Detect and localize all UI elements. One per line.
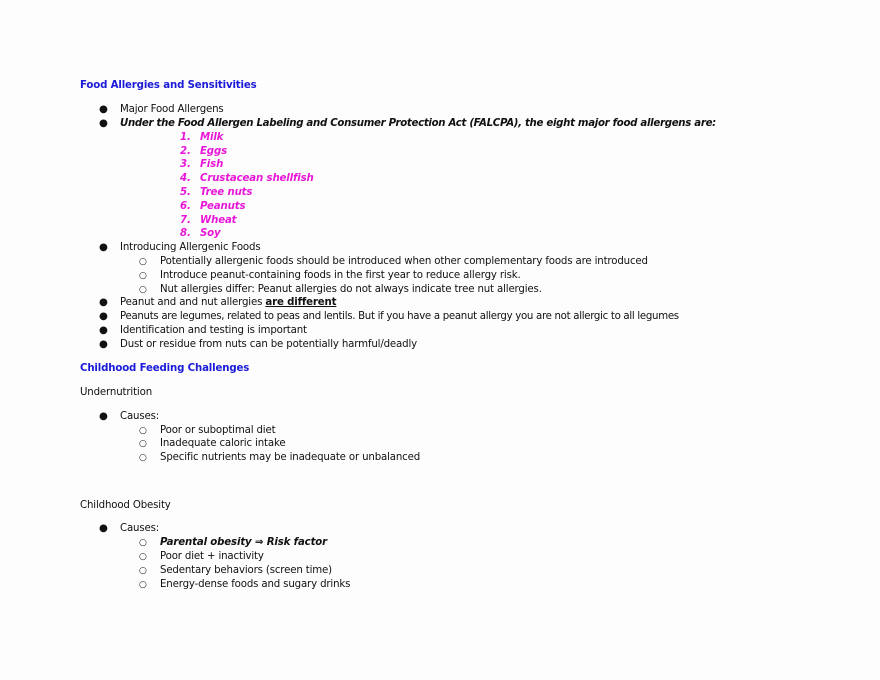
sub-list-item: Inadequate caloric intake [160, 438, 286, 449]
bullet-icon: ● [99, 118, 108, 129]
bullet-icon: ● [99, 311, 108, 322]
subheading-undernutrition: Undernutrition [80, 387, 152, 398]
sub-list-item: Specific nutrients may be inadequate or unbalanced [160, 452, 421, 463]
bullet-icon: ● [99, 297, 108, 308]
bullet-icon: ● [99, 325, 108, 336]
sub-list-item: Nut allergies differ: Peanut allergies do not always indicate tree nut allergies. [160, 284, 542, 295]
heading-food-allergies: Food Allergies and Sensitivities [80, 80, 257, 91]
list-item: Introducing Allergenic Foods [120, 242, 261, 253]
sub-list-item: Energy-dense foods and sugary drinks [160, 579, 351, 590]
list-number: 2. [180, 146, 191, 157]
list-item: Peanuts are legumes, related to peas and lentils. But if you have a peanut allergy you are not allergic to all legumes [120, 311, 679, 322]
sub-bullet-icon: ○ [139, 257, 147, 267]
list-number: 3. [180, 159, 191, 170]
list-number: 8. [180, 228, 191, 239]
bullet-icon: ● [99, 104, 108, 115]
sub-bullet-icon: ○ [139, 538, 147, 548]
bullet-icon: ● [99, 242, 108, 253]
sub-bullet-icon: ○ [139, 439, 147, 449]
allergen-item: Wheat [200, 215, 237, 226]
list-item: Causes: [120, 411, 160, 422]
list-item: Identification and testing is important [120, 325, 307, 336]
list-item: Causes: [120, 523, 160, 534]
sub-list-item: Poor diet + inactivity [160, 551, 264, 562]
list-number: 6. [180, 201, 191, 212]
bullet-icon: ● [99, 411, 108, 422]
sub-bullet-icon: ○ [139, 552, 147, 562]
list-number: 7. [180, 215, 191, 226]
heading-childhood-feeding: Childhood Feeding Challenges [80, 363, 250, 374]
sub-bullet-icon: ○ [139, 453, 147, 463]
sub-list-item: Poor or suboptimal diet [160, 425, 276, 436]
list-number: 5. [180, 187, 191, 198]
peanut-text: Peanut and and nut allergies [120, 297, 266, 308]
sub-list-item-parental-obesity: Parental obesity ⇒ Risk factor [160, 537, 328, 548]
sub-bullet-icon: ○ [139, 580, 147, 590]
allergen-item: Crustacean shellfish [200, 173, 314, 184]
allergen-item: Peanuts [200, 201, 246, 212]
sub-list-item: Potentially allergenic foods should be introduced when other complementary foods are introduced [160, 256, 648, 267]
sub-bullet-icon: ○ [139, 271, 147, 281]
list-item-falcpa: Under the Food Allergen Labeling and Consumer Protection Act (FALCPA), the eight major food allergens are: [120, 118, 716, 129]
list-item: Dust or residue from nuts can be potentially harmful/deadly [120, 339, 418, 350]
allergen-item: Eggs [200, 146, 228, 157]
list-number: 4. [180, 173, 191, 184]
sub-bullet-icon: ○ [139, 426, 147, 436]
list-number: 1. [180, 132, 191, 143]
emphasis-text: are different [265, 297, 337, 308]
allergen-item: Fish [200, 159, 224, 170]
allergen-item: Tree nuts [200, 187, 253, 198]
subheading-childhood-obesity: Childhood Obesity [80, 500, 171, 511]
bullet-icon: ● [99, 523, 108, 534]
sub-list-item: Introduce peanut-containing foods in the first year to reduce allergy risk. [160, 270, 521, 281]
sub-bullet-icon: ○ [139, 285, 147, 295]
bullet-icon: ● [99, 339, 108, 350]
allergen-item: Soy [200, 228, 221, 239]
sub-list-item: Sedentary behaviors (screen time) [160, 565, 332, 576]
allergen-item: Milk [200, 132, 224, 143]
list-item: Major Food Allergens [120, 104, 224, 115]
list-item-peanut [120, 296, 336, 310]
sub-bullet-icon: ○ [139, 566, 147, 576]
